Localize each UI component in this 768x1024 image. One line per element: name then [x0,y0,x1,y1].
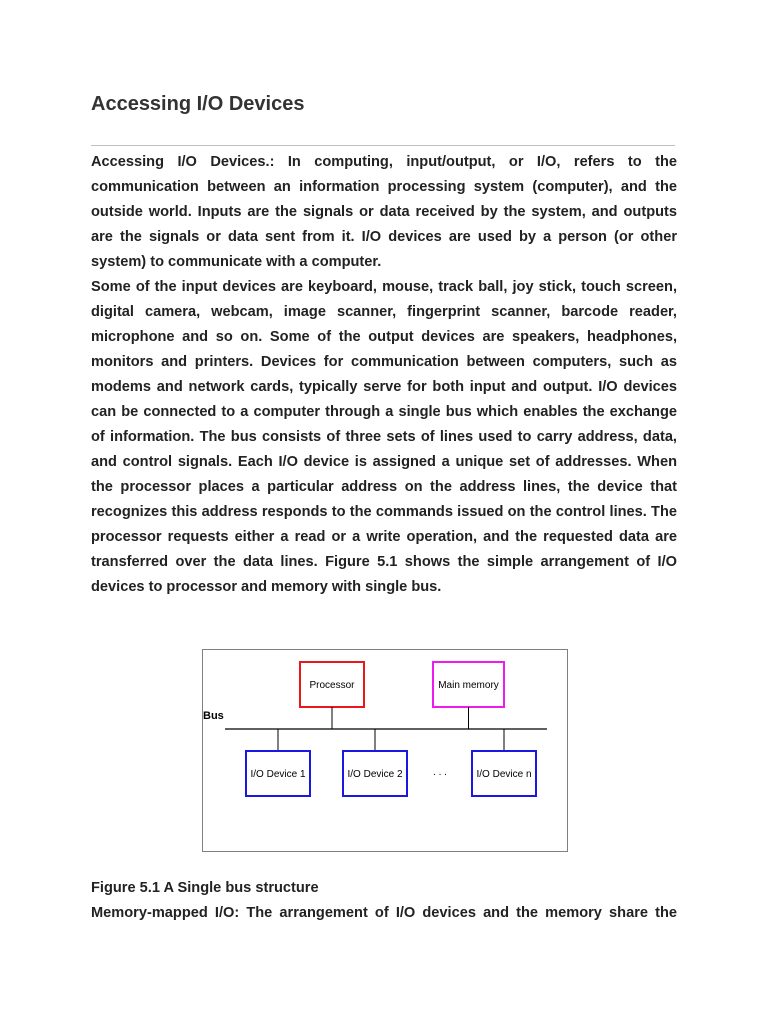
page-title: Accessing I/O Devices [91,93,305,115]
paragraph-memory-mapped: Memory-mapped I/O: The arrangement of I/O devices and the memory share the [91,905,677,921]
bus-label: Bus [203,710,224,722]
io-device-n-label: I/O Device n [476,769,532,780]
trailing-text [91,901,677,926]
body-text [91,150,677,600]
device-ellipsis: . . . [433,767,447,778]
main-memory-label: Main memory [438,680,499,691]
paragraph-devices: Some of the input devices are keyboard, mouse, track ball, joy stick, touch screen, digital camera, webcam, image scanner, fingerprint scanner, barcode reader, microphone and so on. Some of the output devices are speakers, headphones, monitors and printers. Devices for communication between computers, such as modems and network cards, typically serve for both input and output. I/O devices can be connected to a computer through a single bus which enables the exchange of information. The bus consists of three sets of lines used to carry address, data, and control signals. Each I/O device is assigned a unique set of addresses. When the processor places a particular address on the address lines, the device that recognizes this address responds to the commands issued on the control lines. The processor requests either a read or a write operation, and the requested data are transferred over the data lines. Figure 5.1 shows the simple arrangement of I/O devices to processor and memory with single bus. [91,279,677,595]
io-device-1-label: I/O Device 1 [250,769,306,780]
paragraph-intro: Accessing I/O Devices.: In computing, input/output, or I/O, refers to the communication between an information processing system (computer), and the outside world. Inputs are the signals or data received by the system, and outputs are the signals or data sent from it. I/O devices are used by a person (or other system) to communicate with a computer. [91,154,677,270]
figure-caption: Figure 5.1 A Single bus structure [91,880,319,896]
title-divider [91,145,675,146]
single-bus-diagram [202,649,568,852]
processor-label: Processor [309,680,355,691]
io-device-2-label: I/O Device 2 [347,769,403,780]
